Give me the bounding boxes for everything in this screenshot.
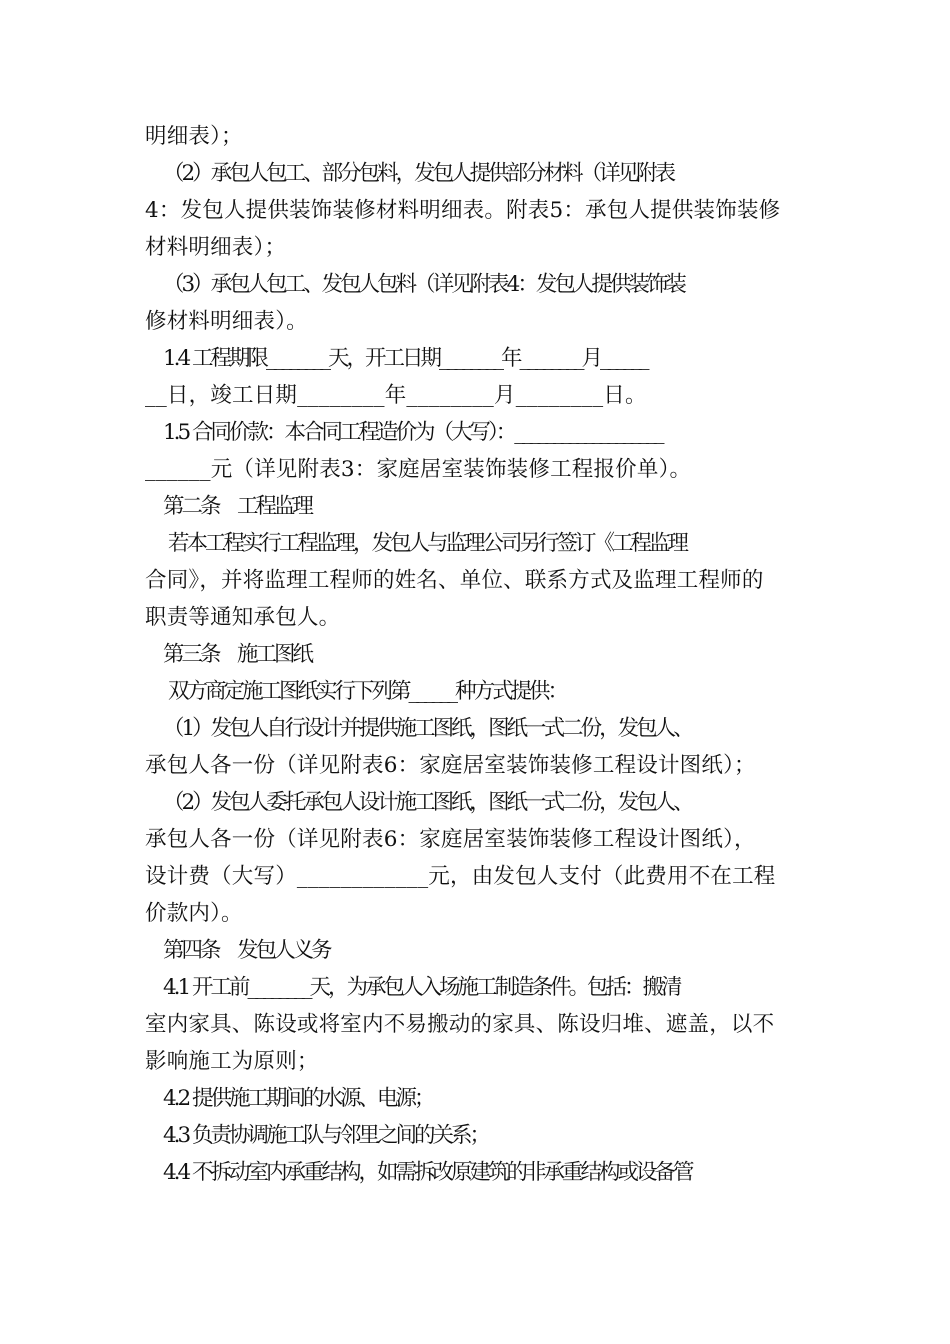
text-line: 室内家具、陈设或将室内不易搬动的家具、陈设归堆、遮盖，以不	[145, 1012, 775, 1037]
text-line: 4.3 负责协调施工队与邻里之间的关系；	[163, 1123, 489, 1148]
text-line: 双方商定施工图纸实行下列第______种方式提供：	[168, 679, 567, 704]
text-line: 4.4 不拆动室内承重结构，如需拆改原建筑的非承重结构或设备管	[163, 1160, 692, 1185]
section-heading: 第三条 施工图纸	[163, 642, 312, 667]
text-line: （2）发包人委托承包人设计施工图纸，图纸一式二份，发包人、	[163, 790, 692, 815]
text-line: 1.5 合同价款：本合同工程造价为（大写）：___________________	[163, 420, 662, 445]
text-line: （2）承包人包工、部分包料，发包人提供部分材料（详见附表	[163, 161, 674, 186]
text-line: 设计费（大写）____________元，由发包人支付（此费用不在工程	[145, 864, 776, 889]
text-line: 修材料明细表）。	[145, 309, 308, 334]
text-line: 明细表）；	[145, 124, 243, 149]
text-line: 价款内）。	[145, 901, 243, 926]
text-line: （1）发包人自行设计并提供施工图纸，图纸一式二份，发包人、	[163, 716, 692, 741]
text-line: ______元（详见附表3：家庭居室装饰装修工程报价单）。	[145, 457, 692, 482]
text-line: 材料明细表）；	[145, 235, 287, 260]
text-line: 4.2 提供施工期间的水源、电源；	[163, 1086, 433, 1111]
text-line: 4.1 开工前________天，为承包人入场施工制造条件。包括：搬清	[163, 975, 680, 1000]
text-line: 职责等通知承包人。	[145, 605, 341, 630]
text-line: 承包人各一份（详见附表6：家庭居室装饰装修工程设计图纸），	[145, 827, 756, 852]
text-line: 合同》，并将监理工程师的姓名、单位、联系方式及监理工程师的	[145, 568, 764, 593]
text-line: 影响施工为原则；	[145, 1049, 319, 1074]
text-line: 承包人各一份（详见附表6：家庭居室装饰装修工程设计图纸）；	[145, 753, 756, 778]
text-line: 1.4 工程期限________天，开工日期________年________月______	[163, 346, 647, 371]
section-heading: 第二条 工程监理	[163, 494, 312, 519]
section-heading: 第四条 发包人义务	[163, 938, 330, 963]
text-line: 4：发包人提供装饰装修材料明细表。附表5：承包人提供装饰装修	[145, 198, 781, 223]
text-line: __日，竣工日期________年________月________日。	[145, 383, 647, 408]
text-line: （3）承包人包工、发包人包料（详见附表4：发包人提供装饰装	[163, 272, 684, 297]
text-line: 若本工程实行工程监理，发包人与监理公司另行签订《工程监理	[168, 531, 687, 556]
